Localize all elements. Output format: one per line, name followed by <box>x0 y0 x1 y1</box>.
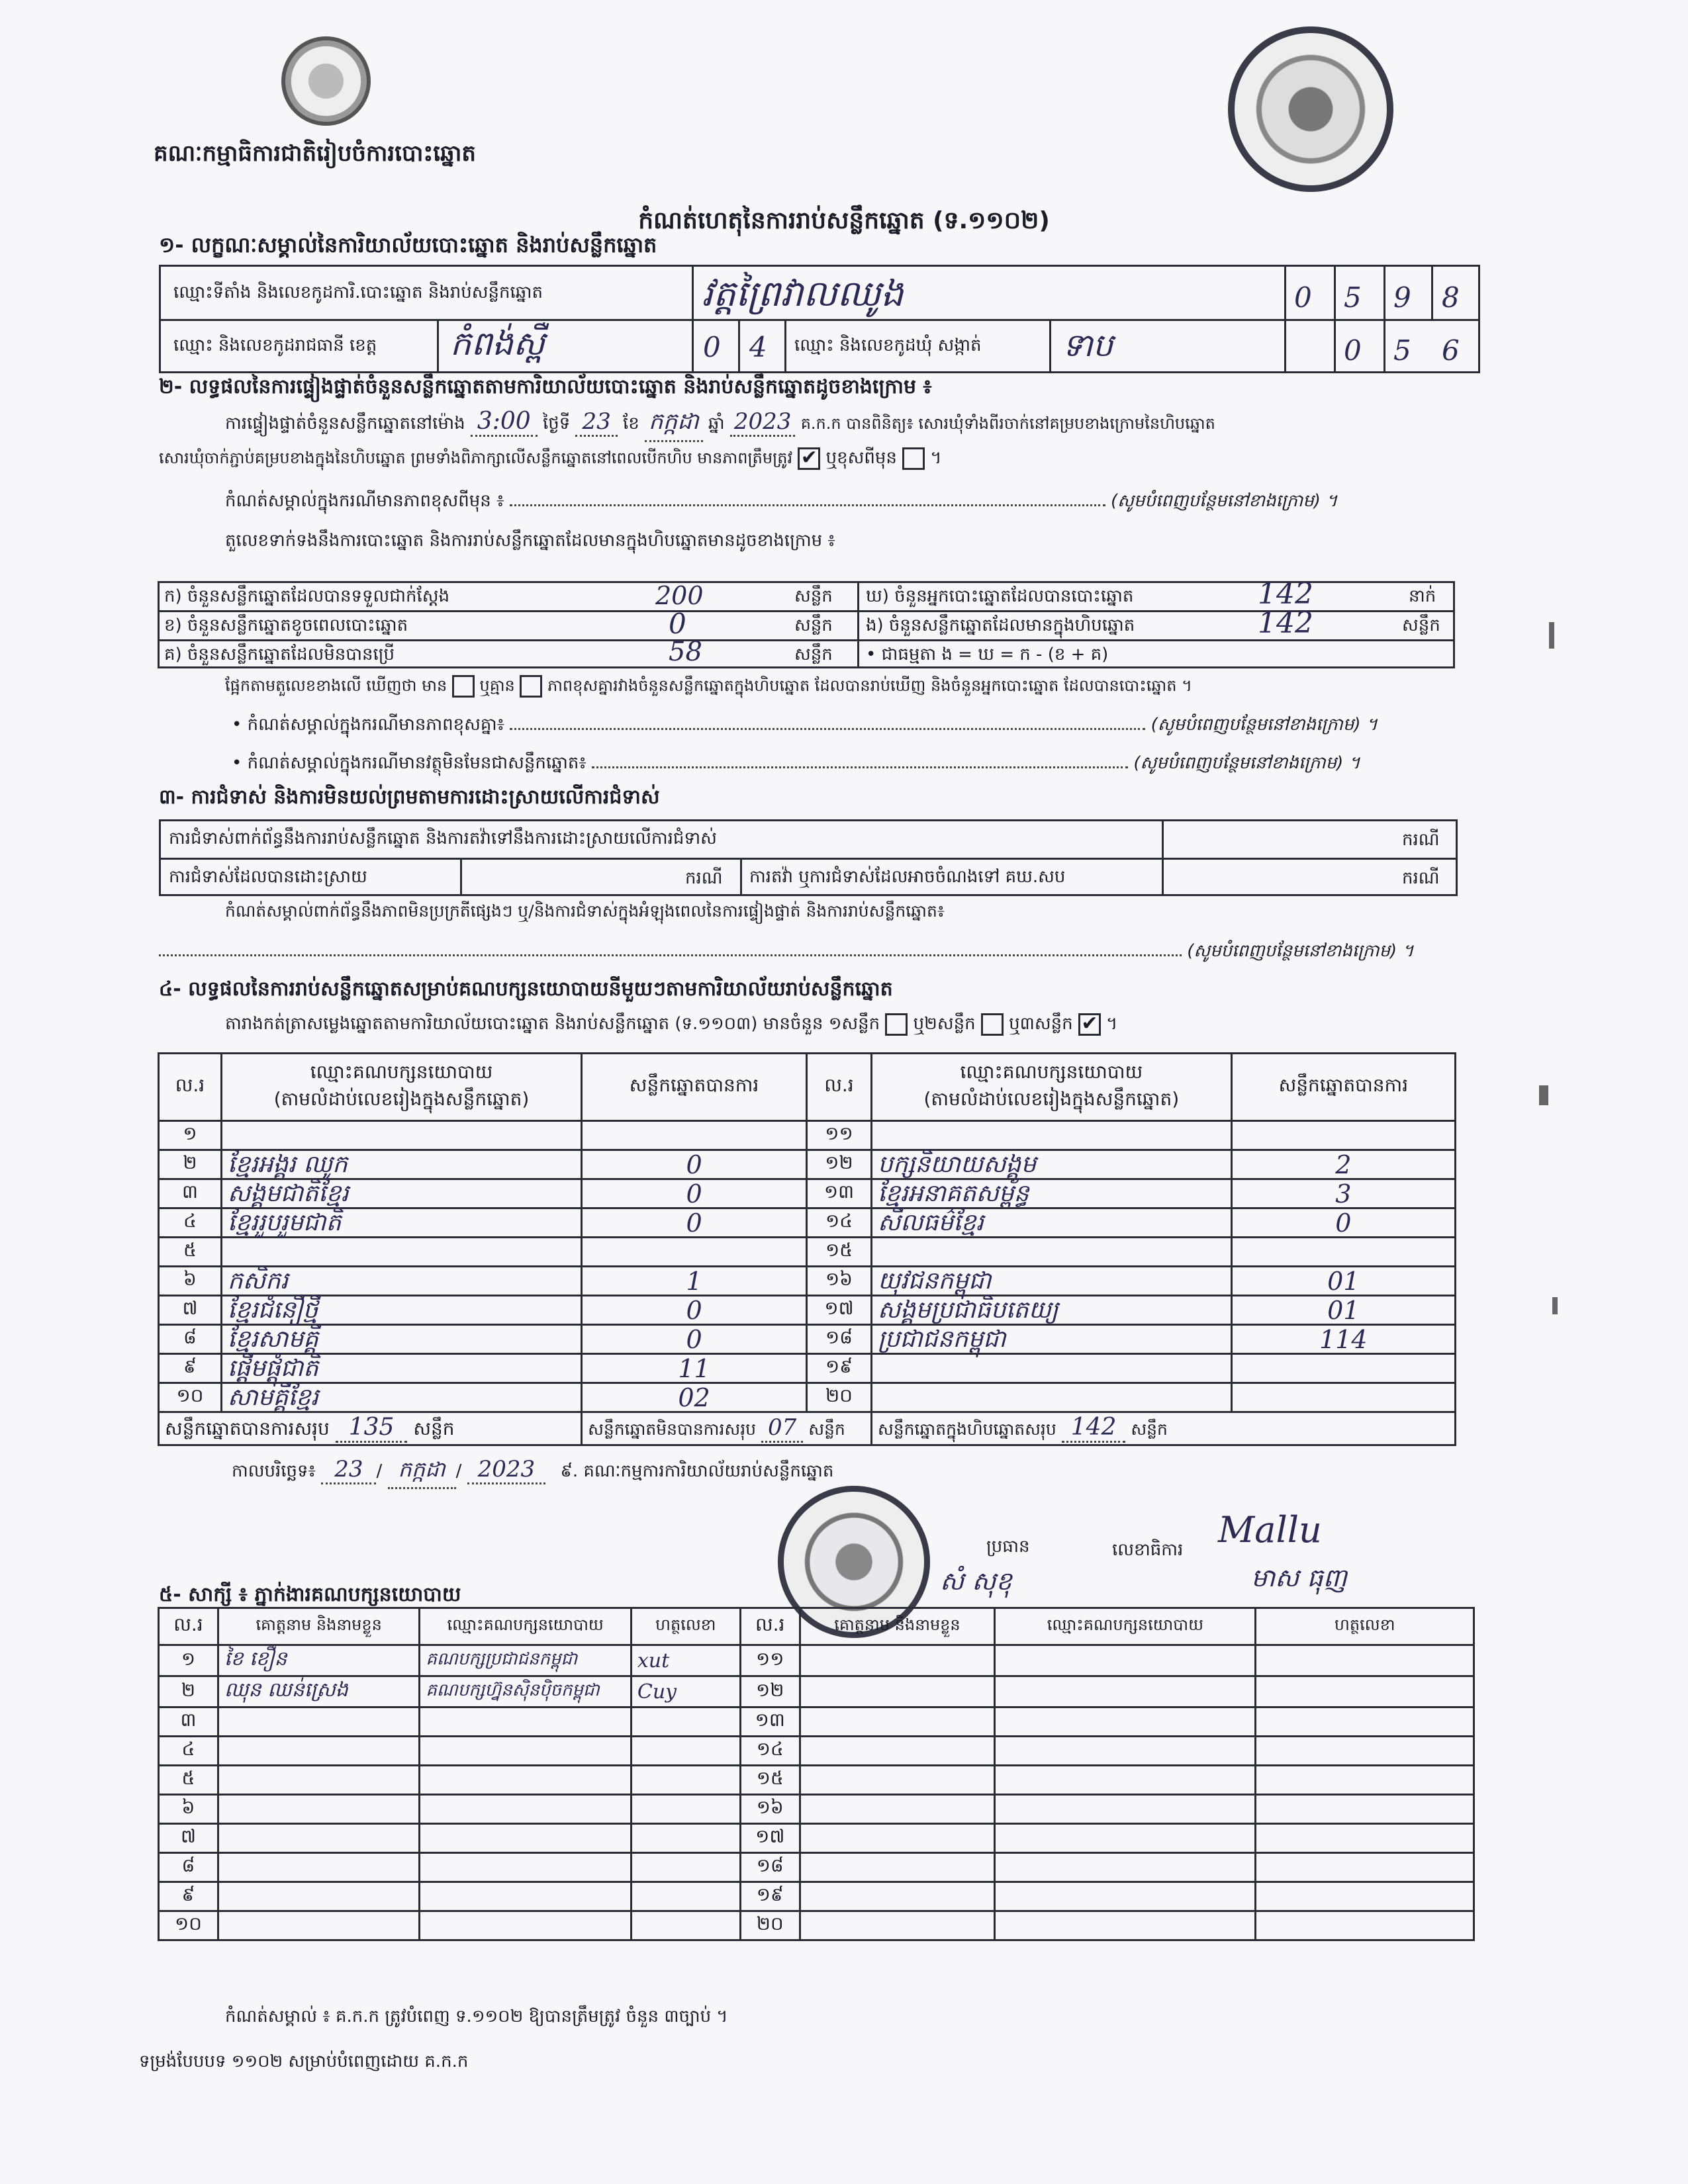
station-code-digit-4: 8 <box>1442 281 1460 314</box>
diff-note-label: • កំណត់សម្គាល់ក្នុងករណីមានភាពខុសគ្នា៖ <box>232 715 505 735</box>
result-party: សង្គមជាតិខ្មែរ <box>221 1179 581 1208</box>
witness-col-name-left: គោត្តនាម និងនាមខ្លួន <box>218 1608 419 1645</box>
date-year: 2023 <box>467 1456 546 1484</box>
verification-time: 3:00 <box>471 408 538 437</box>
witness-signature <box>1256 1795 1474 1824</box>
witness-signature <box>1256 1707 1474 1737</box>
witness-name <box>800 1676 995 1707</box>
witness-name <box>800 1911 995 1940</box>
result-party <box>221 1238 581 1267</box>
result-no: ៤ <box>159 1208 222 1238</box>
witness-row <box>159 1795 1474 1824</box>
witness-party <box>995 1795 1256 1824</box>
result-votes: 11 <box>582 1354 807 1383</box>
total-box-label: សន្លឹកឆ្នោតក្នុងហិបឆ្នោតសរុប <box>877 1420 1056 1439</box>
result-no: ១០ <box>159 1383 222 1412</box>
witness-signature: Cuy <box>631 1676 740 1707</box>
witness-no: ១៧ <box>740 1824 800 1853</box>
results-row <box>159 1208 1456 1238</box>
results-row <box>159 1150 1456 1179</box>
result-votes: 01 <box>1231 1296 1455 1325</box>
section3-heading: ៣- ការជំទាស់ និងការមិនយល់ព្រមតាមការដោះស្រាយលើការជំទាស់ <box>159 786 660 809</box>
three-sheet-label: ឬ៣សន្លឹក <box>1009 1014 1073 1034</box>
witness-party <box>420 1707 631 1737</box>
invalid-note-line <box>232 752 1360 777</box>
objections-case-3: ករណី <box>1402 868 1440 888</box>
results-row <box>159 1121 1456 1150</box>
verification-prefix: ការផ្ទៀងផ្ទាត់ចំនួនសន្លឹកឆ្នោតនៅម៉ោង <box>225 414 465 433</box>
province-code-digit-1: 0 <box>703 331 721 363</box>
result-party: ខ្មែរជំនឿថ្មី <box>221 1296 581 1325</box>
witness-party <box>420 1882 631 1911</box>
witness-name <box>218 1882 419 1911</box>
col-party-left-sub: (តាមលំដាប់លេខរៀងក្នុងសន្លឹកឆ្នោត) <box>273 1087 530 1110</box>
result-no: ២០ <box>806 1383 871 1412</box>
col-votes-left: សន្លឹកឆ្នោតបានការ <box>582 1054 807 1121</box>
formula: • ជាធម្មតា ង = ឃ = ក - (ខ + គ) <box>866 645 1109 664</box>
witness-signature <box>631 1795 740 1824</box>
three-sheet-checkbox[interactable]: ✔ <box>1078 1013 1101 1036</box>
result-party <box>871 1121 1231 1150</box>
diff-note-line <box>232 713 1378 739</box>
province-code-digit-2: 4 <box>749 331 767 363</box>
result-no: ១៦ <box>806 1267 871 1296</box>
witness-row <box>159 1707 1474 1737</box>
result-votes <box>582 1121 807 1150</box>
form-note: ទម្រង់បែបបទ ១១០២ សម្រាប់បំពេញដោយ គ.ក.ក <box>139 2052 469 2071</box>
witness-party <box>420 1766 631 1795</box>
result-votes <box>582 1238 807 1267</box>
results-row <box>159 1179 1456 1208</box>
gho-value: 142 <box>1258 577 1313 611</box>
witness-col-sign-left: ហត្ថលេខា <box>631 1608 740 1645</box>
official-seal <box>1228 26 1393 192</box>
witness-no: ១៦ <box>740 1795 800 1824</box>
witness-col-sign-right: ហត្ថលេខា <box>1256 1608 1474 1645</box>
result-votes: 114 <box>1231 1325 1455 1354</box>
verification-year: 2023 <box>730 408 796 437</box>
result-party: សីលធម៌ខ្មែរ <box>871 1208 1231 1238</box>
margin-mark <box>1539 1085 1548 1105</box>
witness-name <box>218 1911 419 1940</box>
result-party: ប្រជាជនកម្ពុជា <box>871 1325 1231 1354</box>
date-label: កាលបរិច្ឆេទ៖ <box>232 1461 316 1481</box>
witness-no: ៤ <box>159 1737 218 1766</box>
verification-line <box>225 407 1215 442</box>
witness-no: ៦ <box>159 1795 218 1824</box>
counts-intro: តួលេខទាក់ទងនឹងការបោះឆ្នោត និងការរាប់សន្លឹកឆ្នោតដែលមានក្នុងហិបឆ្នោតមានដូចខាងក្រោម ៖ <box>225 531 835 551</box>
witness-name <box>800 1824 995 1853</box>
section2-heading: ២- លទ្ធផលនៃការផ្ទៀងផ្ទាត់ចំនួនសន្លឹកឆ្នោតតាមការិយាល័យបោះឆ្នោត និងរាប់សន្លឹកឆ្នោតដូចខាងក្រោម ៖ <box>159 375 932 398</box>
total-valid-cell <box>159 1412 582 1445</box>
ko-value: 58 <box>669 637 702 667</box>
verification-day: 23 <box>575 408 617 437</box>
result-no: ១៩ <box>806 1354 871 1383</box>
witness-party <box>995 1853 1256 1882</box>
result-party: ផ្ដើមផ្ដុំជាតិ <box>221 1354 581 1383</box>
result-votes <box>1231 1354 1455 1383</box>
result-votes <box>1231 1121 1455 1150</box>
witness-name: ខៃ ខឿន <box>218 1645 419 1676</box>
invalid-note-label: • កំណត់សម្គាល់ក្នុងករណីមានវត្ថុមិនមែនជាសន្លឹកឆ្នោត៖ <box>232 753 586 773</box>
witness-table <box>158 1607 1475 1941</box>
witness-name <box>218 1795 419 1824</box>
witness-signature <box>1256 1676 1474 1707</box>
witness-signature: xut <box>631 1645 740 1676</box>
result-votes: 0 <box>582 1179 807 1208</box>
polling-station-label: ឈ្មោះទីតាំង និងលេខកូដការិ.បោះឆ្នោត និងរាប់សន្លឹកឆ្នោត <box>173 283 543 302</box>
no-difference-checkbox[interactable] <box>520 675 542 698</box>
witness-name <box>800 1766 995 1795</box>
col-party-left <box>221 1054 581 1121</box>
total-invalid-unit: សន្លឹក <box>808 1419 845 1439</box>
committee-name: គណៈកម្មាធិការជាតិរៀបចំការបោះឆ្នោត <box>154 140 477 167</box>
witness-name <box>218 1737 419 1766</box>
witness-party <box>995 1737 1256 1766</box>
has-difference-checkbox[interactable] <box>452 675 475 698</box>
result-votes: 0 <box>582 1325 807 1354</box>
ko-unit: សន្លឹក <box>794 645 833 664</box>
witness-row <box>159 1853 1474 1882</box>
commune-name: ទាប <box>1062 327 1113 364</box>
witness-col-party-right: ឈ្មោះគណបក្សនយោបាយ <box>995 1608 1256 1645</box>
sheet-count-line: តារាងកត់ត្រាសម្លេងឆ្នោតតាមការិយាល័យបោះឆ្នោត និងរាប់សន្លឹកឆ្នោត (ទ.១១០៣) មានចំនួន ១សន្លឹក ឬ២សន្លឹក ឬ៣សន្លឹក ✔ ។ <box>225 1011 1118 1035</box>
witness-party: គណបក្សប្រជាជនកម្ពុជា <box>420 1645 631 1676</box>
result-no: ១ <box>159 1121 222 1150</box>
objections-case-2: ករណី <box>685 868 723 888</box>
witness-row <box>159 1824 1474 1853</box>
signatory-line: ៩. គណៈកម្មការការិយាល័យរាប់សន្លឹកឆ្នោត <box>560 1461 834 1481</box>
results-row <box>159 1383 1456 1412</box>
kha-unit: សន្លឹក <box>794 615 833 635</box>
result-votes: 2 <box>1231 1150 1455 1179</box>
compare-tail: ភាពខុសគ្នារវាងចំនួនសន្លឹកឆ្នោតក្នុងហិបឆ្នោត ដែលបានរាប់ឃើញ និងចំនួនអ្នកបោះឆ្នោត ដែលបានបោះឆ្នោត ។ <box>547 676 1192 695</box>
results-row <box>159 1296 1456 1325</box>
witness-name <box>218 1766 419 1795</box>
witness-party <box>995 1882 1256 1911</box>
kha-label: ខ) ចំនួនសន្លឹកឆ្នោតខូចពេលបោះឆ្នោត <box>164 615 408 635</box>
section4-heading: ៤- លទ្ធផលនៃការរាប់សន្លឹកឆ្នោតសម្រាប់គណបក្សនយោបាយនីមួយៗតាមការិយាល័យរាប់សន្លឹកឆ្នោត <box>159 978 893 1001</box>
witness-no: ២០ <box>740 1911 800 1940</box>
footer-note: កំណត់សម្គាល់ ៖ គ.ក.ក ត្រូវបំពេញ ទ.១១០២ ឱ្យបានត្រឹមត្រូវ ចំនួន ៣ច្បាប់ ។ <box>225 2007 728 2026</box>
witness-signature <box>1256 1737 1474 1766</box>
objections-case-1: ករណី <box>1402 830 1440 850</box>
witness-party <box>420 1737 631 1766</box>
witness-no: ៩ <box>159 1882 218 1911</box>
witness-signature <box>631 1853 740 1882</box>
witness-no: ១០ <box>159 1911 218 1940</box>
one-sheet-checkbox[interactable] <box>885 1013 908 1036</box>
witness-no: ៣ <box>159 1707 218 1737</box>
result-no: ១៨ <box>806 1325 871 1354</box>
witness-no: ១១ <box>740 1645 800 1676</box>
secretary-signature: Mallu <box>1218 1509 1322 1551</box>
witness-no: ១៨ <box>740 1853 800 1882</box>
result-no: ១៤ <box>806 1208 871 1238</box>
witness-name <box>800 1737 995 1766</box>
result-votes: 0 <box>582 1208 807 1238</box>
ngo-value: 142 <box>1258 606 1313 640</box>
difference-note-line <box>225 490 1337 515</box>
witness-no: ១៤ <box>740 1737 800 1766</box>
witness-no: ១២ <box>740 1676 800 1707</box>
commune-label: ឈ្មោះ និងលេខកូដឃុំ សង្កាត់ <box>794 336 982 355</box>
result-votes <box>1231 1383 1455 1412</box>
compare-or: ឬគ្មាន <box>479 676 515 695</box>
or-label: ឬខុសពីមុន <box>825 448 897 468</box>
fill-hint-1: (សូមបំពេញបន្ថែមនៅខាងក្រោម) ។ <box>1111 491 1338 511</box>
objections-resolved: ការជំទាស់ដែលបានដោះស្រាយ <box>169 867 367 887</box>
witness-signature <box>631 1824 740 1853</box>
two-sheet-checkbox[interactable] <box>981 1013 1004 1036</box>
margin-mark <box>1549 622 1554 649</box>
compare-text: ផ្អែកតាមតួលេខខាងលើ ឃើញថា មាន <box>225 676 447 695</box>
result-party <box>871 1383 1231 1412</box>
result-party <box>221 1121 581 1150</box>
witness-party <box>995 1911 1256 1940</box>
result-no: ៥ <box>159 1238 222 1267</box>
witness-party <box>995 1824 1256 1853</box>
result-votes: 3 <box>1231 1179 1455 1208</box>
witness-name <box>800 1853 995 1882</box>
total-valid-unit: សន្លឹក <box>413 1417 455 1439</box>
witness-party <box>420 1853 631 1882</box>
col-party-left-title: ឈ្មោះគណបក្សនយោបាយ <box>310 1060 493 1083</box>
section1-heading: ១- លក្ខណៈសម្គាល់នៃការិយាល័យបោះឆ្នោត និងរាប់សន្លឹកឆ្នោត <box>159 232 657 257</box>
result-no: ៦ <box>159 1267 222 1296</box>
ka-value: 200 <box>655 581 704 610</box>
fill-hint-4: (សូមបំពេញបន្ថែមនៅខាងក្រោម) ។ <box>1187 941 1414 961</box>
ngo-unit: សន្លឹក <box>1402 615 1440 635</box>
result-party: សង្គមប្រជាធិបតេយ្យ <box>871 1296 1231 1325</box>
witness-row <box>159 1766 1474 1795</box>
changed-checkbox[interactable] <box>902 447 925 470</box>
ngo-label: ង) ចំនួនសន្លឹកឆ្នោតដែលមានក្នុងហិបឆ្នោត <box>866 615 1135 635</box>
witness-party <box>995 1766 1256 1795</box>
witness-signature <box>1256 1911 1474 1940</box>
ka-unit: សន្លឹក <box>794 586 833 606</box>
result-no: ២ <box>159 1150 222 1179</box>
witness-col-party-left: ឈ្មោះគណបក្សនយោបាយ <box>420 1608 631 1645</box>
witness-signature <box>1256 1645 1474 1676</box>
commune-code-digit-3: 6 <box>1442 334 1460 367</box>
committee-emblem <box>281 36 371 126</box>
total-invalid-cell <box>582 1412 872 1445</box>
total-invalid-value: 07 <box>761 1414 803 1443</box>
witness-no: ៧ <box>159 1824 218 1853</box>
witness-col-no-left: ល.រ <box>159 1608 218 1645</box>
ok-checkbox[interactable]: ✔ <box>798 447 820 470</box>
result-party: ខ្មែរសាមគ្គី <box>221 1325 581 1354</box>
secretary-label: លេខាធិការ <box>1112 1540 1184 1560</box>
ka-label: ក) ចំនួនសន្លឹកឆ្នោតដែលបានទទួលជាក់ស្ដែង <box>164 586 450 606</box>
witness-signature <box>631 1882 740 1911</box>
witness-no: ៥ <box>159 1766 218 1795</box>
witness-no: ១៣ <box>740 1707 800 1737</box>
results-row <box>159 1354 1456 1383</box>
form-title: កំណត់ហេតុនៃការរាប់សន្លឹកឆ្នោត (ទ.១១០២) <box>638 207 1050 234</box>
result-no: ៧ <box>159 1296 222 1325</box>
witness-no: ១៥ <box>740 1766 800 1795</box>
total-valid-label: សន្លឹកឆ្នោតបានការសរុប <box>165 1417 330 1439</box>
verification-month: កក្កដា <box>645 407 703 442</box>
col-party-right-title: ឈ្មោះគណបក្សនយោបាយ <box>960 1060 1143 1083</box>
result-votes <box>1231 1238 1455 1267</box>
witness-no: ២ <box>159 1676 218 1707</box>
witness-signature <box>631 1707 740 1737</box>
result-party: ខ្មែរអនាគតសម្ព័ន្ធ <box>871 1179 1231 1208</box>
col-no-left: ល.រ <box>159 1054 222 1121</box>
witness-row <box>159 1676 1474 1707</box>
col-votes-right: សន្លឹកឆ្នោតបានការ <box>1231 1054 1455 1121</box>
result-votes: 0 <box>582 1150 807 1179</box>
witness-name <box>800 1707 995 1737</box>
difference-note-label: កំណត់សម្គាល់ក្នុងករណីមានភាពខុសពីមុន ៖ <box>225 491 504 511</box>
chief-label: ប្រធាន <box>986 1537 1030 1557</box>
witness-name: ឈុន ឈន់ស្រេង <box>218 1676 419 1707</box>
result-votes: 0 <box>582 1296 807 1325</box>
commune-code-digit-2: 5 <box>1393 334 1411 367</box>
total-box-unit: សន្លឹក <box>1131 1420 1168 1439</box>
result-party: បក្សនិយាយសង្គម <box>871 1150 1231 1179</box>
result-votes: 02 <box>582 1383 807 1412</box>
sheet-line-text: តារាងកត់ត្រាសម្លេងឆ្នោតតាមការិយាល័យបោះឆ្នោត និងរាប់សន្លឹកឆ្នោត (ទ.១១០៣) មានចំនួន ១សន្លឹក <box>225 1014 880 1034</box>
result-votes: 1 <box>582 1267 807 1296</box>
result-no: ១២ <box>806 1150 871 1179</box>
date-line: កាលបរិច្ឆេទ៖ 23 / កក្កដា / 2023 ៩. គណៈកម្មការការិយាល័យរាប់សន្លឹកឆ្នោត <box>232 1456 833 1489</box>
total-valid-value: 135 <box>336 1414 408 1443</box>
result-party: យុវជនកម្ពុជា <box>871 1267 1231 1296</box>
witness-party: គណបក្សហ្វ៊ុនស៊ិនប៉ិចកម្ពុជា <box>420 1676 631 1707</box>
section3-note: កំណត់សម្គាល់ពាក់ព័ន្ធនឹងភាពមិនប្រក្រតីផ្សេងៗ ឬ/និងការជំទាស់ក្នុងអំឡុងពេលនៃការផ្ទៀងផ្ទាត់ និងការរាប់សន្លឹកឆ្នោត៖ <box>225 901 945 921</box>
result-no: ១៧ <box>806 1296 871 1325</box>
section5-heading: ៥- សាក្សី ៖ ភ្នាក់ងារគណបក្សនយោបាយ <box>159 1583 461 1606</box>
witness-row <box>159 1737 1474 1766</box>
witness-row <box>159 1645 1474 1676</box>
witness-name <box>800 1645 995 1676</box>
secretary-name: មាស ធុញ <box>1251 1563 1347 1592</box>
objections-appeal: ការតវ៉ា ឬការជំទាស់ដែលអាចចំណងទៅ គឃ.សប <box>749 867 1066 887</box>
witness-name <box>218 1853 419 1882</box>
polling-station-name: វត្តព្រៃវាលឈូង <box>702 273 904 314</box>
witness-party <box>995 1645 1256 1676</box>
col-no-right: ល.រ <box>806 1054 871 1121</box>
result-no: ៣ <box>159 1179 222 1208</box>
result-party <box>871 1354 1231 1383</box>
result-no: ៩ <box>159 1354 222 1383</box>
year-label: ឆ្នាំ <box>708 414 725 433</box>
chief-name: សំ សុខុ <box>940 1567 1012 1596</box>
result-party: សាមគ្គីខ្មែរ <box>221 1383 581 1412</box>
station-code-digit-3: 9 <box>1393 281 1411 314</box>
date-day: 23 <box>321 1456 376 1484</box>
date-month: កក្កដា <box>388 1456 456 1489</box>
kha-value: 0 <box>669 608 686 640</box>
result-no: ១៥ <box>806 1238 871 1267</box>
result-no: ១១ <box>806 1121 871 1150</box>
station-code-digit-1: 0 <box>1294 281 1312 314</box>
station-code-digit-2: 5 <box>1344 281 1362 314</box>
witness-party <box>420 1824 631 1853</box>
total-box-cell <box>871 1412 1455 1445</box>
two-sheet-label: ឬ២សន្លឹក <box>913 1014 976 1034</box>
col-party-right-sub: (តាមលំដាប់លេខរៀងក្នុងសន្លឹកឆ្នោត) <box>923 1087 1180 1110</box>
witness-signature <box>1256 1766 1474 1795</box>
margin-mark <box>1552 1297 1558 1314</box>
result-party: កសិករ <box>221 1267 581 1296</box>
result-no: ៨ <box>159 1325 222 1354</box>
results-row <box>159 1267 1456 1296</box>
witness-party <box>420 1795 631 1824</box>
results-row <box>159 1325 1456 1354</box>
fill-hint-2: (សូមបំពេញបន្ថែមនៅខាងក្រោម) ។ <box>1150 715 1378 735</box>
witness-name <box>218 1707 419 1737</box>
witness-name <box>800 1882 995 1911</box>
gho-label: ឃ) ចំនួនអ្នកបោះឆ្នោតដែលបានបោះឆ្នោត <box>866 586 1134 606</box>
verification-suffix: គ.ក.ក បានពិនិត្យ៖ សោរឃុំទាំងពីរចាក់នៅគម្របខាងក្រោមនៃហិបឆ្នោត <box>800 414 1215 433</box>
gho-unit: នាក់ <box>1409 586 1436 606</box>
witness-name <box>800 1795 995 1824</box>
verification-line2-text: សោរឃុំចាក់ភ្ជាប់គម្របខាងក្នុងនៃហិបឆ្នោត ព្រមទាំងពិភាក្សាលើសន្លឹកឆ្នោតនៅពេលបើកហិប មានភាពត្រឹមត្រូវ <box>159 449 793 467</box>
commune-code-digit-1: 0 <box>1344 334 1362 367</box>
witness-signature <box>1256 1882 1474 1911</box>
compare-line <box>225 675 1192 699</box>
witness-no: ១ <box>159 1645 218 1676</box>
objections-row1: ការជំទាស់ពាក់ព័ន្ធនឹងការរាប់សន្លឹកឆ្នោត និងការតវ៉ាទៅនឹងការដោះស្រាយលើការជំទាស់ <box>169 829 717 848</box>
results-table <box>158 1052 1456 1446</box>
verification-line-2: សោរឃុំចាក់ភ្ជាប់គម្របខាងក្នុងនៃហិបឆ្នោត ព្រមទាំងពិភាក្សាលើសន្លឹកឆ្នោតនៅពេលបើកហិប មានភាពត្រឹមត្រូវ ✔ ឬខុសពីមុន ។ <box>159 445 942 469</box>
province-name: កំពង់ស្ពឺ <box>450 324 545 363</box>
total-box-value: 142 <box>1062 1414 1126 1443</box>
witness-col-name-right: គោត្តនាម និងនាមខ្លួន <box>800 1608 995 1645</box>
witness-signature <box>1256 1824 1474 1853</box>
result-no: ១៣ <box>806 1179 871 1208</box>
day-label: ថ្ងៃទី <box>542 414 571 433</box>
result-party: ខ្មែររួបរួមជាតិ <box>221 1208 581 1238</box>
month-label: ខែ <box>623 414 639 433</box>
witness-col-no-right: ល.រ <box>740 1608 800 1645</box>
witness-signature <box>1256 1853 1474 1882</box>
result-party <box>871 1238 1231 1267</box>
witness-party <box>995 1676 1256 1707</box>
witness-signature <box>631 1911 740 1940</box>
witness-signature <box>631 1737 740 1766</box>
result-votes: 01 <box>1231 1267 1455 1296</box>
section3-note-line <box>159 940 1414 965</box>
witness-no: ១៩ <box>740 1882 800 1911</box>
witness-row <box>159 1911 1474 1940</box>
witness-party <box>995 1707 1256 1737</box>
total-invalid-label: សន្លឹកឆ្នោតមិនបានការសរុប <box>588 1419 757 1439</box>
col-party-right <box>871 1054 1231 1121</box>
witness-signature <box>631 1766 740 1795</box>
witness-no: ៨ <box>159 1853 218 1882</box>
ko-label: គ) ចំនួនសន្លឹកឆ្នោតដែលមិនបានប្រើ <box>164 645 395 664</box>
results-row <box>159 1238 1456 1267</box>
fill-hint-3: (សូមបំពេញបន្ថែមនៅខាងក្រោម) ។ <box>1133 753 1360 773</box>
witness-name <box>218 1824 419 1853</box>
result-party: ខ្មែរអង្គរ ឈូក <box>221 1150 581 1179</box>
witness-row <box>159 1882 1474 1911</box>
witness-party <box>420 1911 631 1940</box>
province-label: ឈ្មោះ និងលេខកូដរាជធានី ខេត្ត <box>173 336 377 355</box>
result-votes: 0 <box>1231 1208 1455 1238</box>
